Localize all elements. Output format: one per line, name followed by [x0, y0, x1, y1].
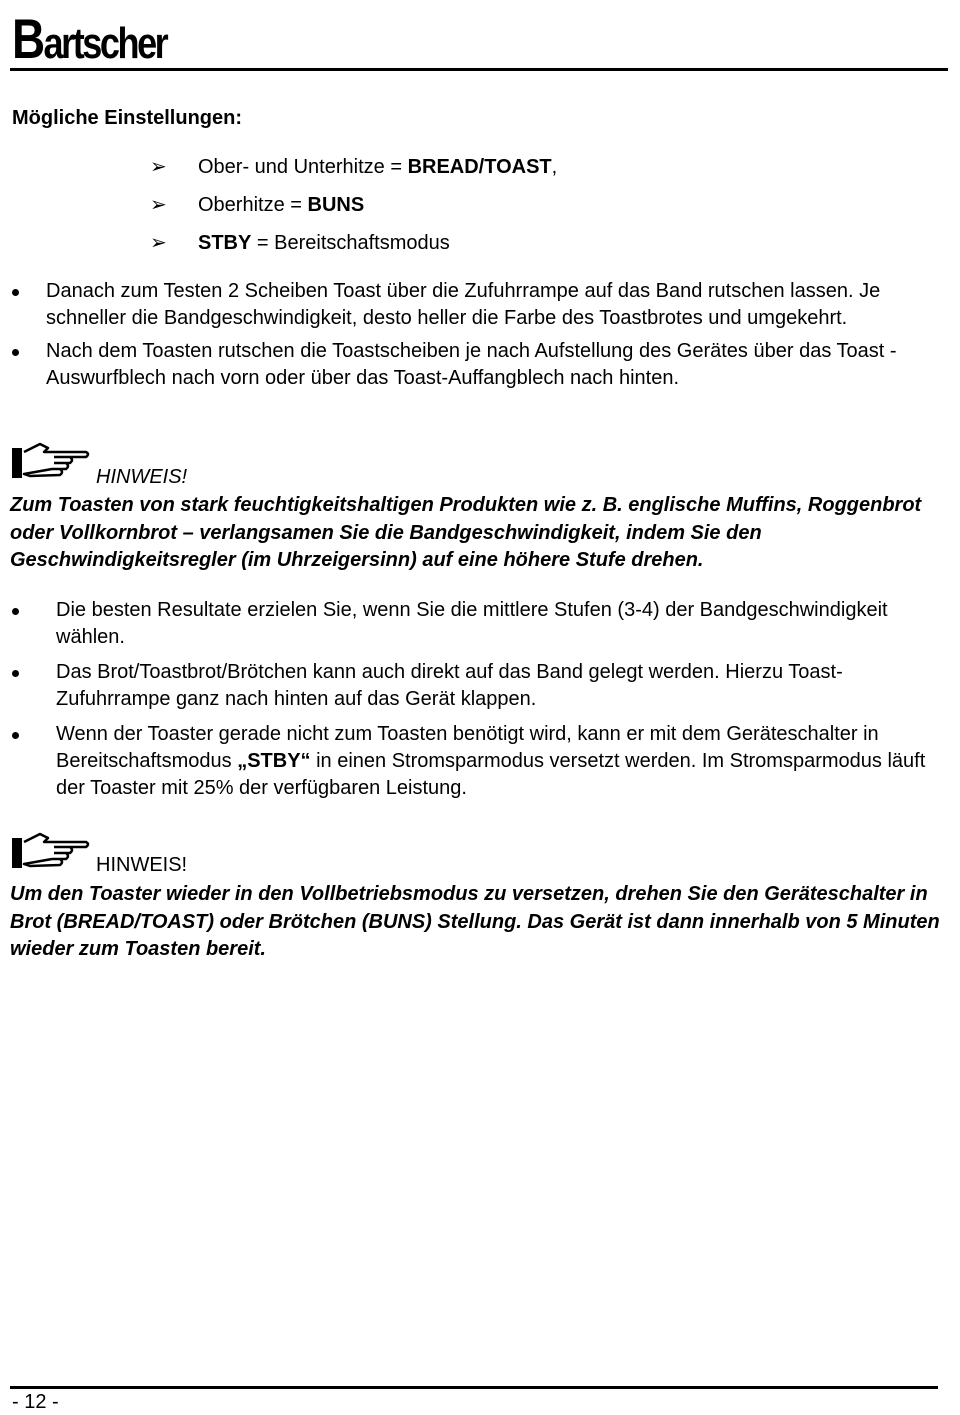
hint-text: Um den Toaster wieder in den Vollbetriebsmodus zu versetzen, drehen Sie den Geräteschalter in Brot (BREAD/TOAST) oder Brötchen (BUNS) Stellung. Das Gerät ist dann innerhalb von 5 Minuten wieder zum Toasten bereit. [10, 883, 940, 960]
list-item: Das Brot/Toastbrot/Brötchen kann auch direkt auf das Band gelegt werden. Hierzu Toast-Zufuhrrampe ganz nach hinten auf das Gerät klappen. [10, 659, 945, 713]
list-item: ➢ Ober- und Unterhitze = BREAD/TOAST, [150, 148, 557, 186]
settings-heading: Mögliche Einstellungen: [12, 107, 243, 129]
list-item: ➢ Oberhitze = BUNS [150, 186, 557, 224]
hint-title: HINWEIS! [96, 466, 188, 488]
bullet-dot-icon [12, 608, 19, 615]
bartscher-logo: Bartscher [12, 7, 167, 70]
tips-list [10, 597, 945, 810]
arrow-bullet-icon: ➢ [150, 194, 167, 216]
list-item: Danach zum Testen 2 Scheiben Toast über die Zufuhrrampe auf das Band rutschen lassen. Je schneller die Bandgeschwindigkeit, desto heller die Farbe des Toastbrotes und umgekehrt. [10, 278, 945, 332]
bullet-dot-icon [12, 732, 19, 739]
list-item: ➢ STBY = Bereitschaftsmodus [150, 224, 557, 262]
page-number: - 12 - [12, 1391, 59, 1413]
instruction-list [10, 278, 945, 398]
header-rule [10, 68, 948, 71]
bullet-dot-icon [12, 349, 19, 356]
list-item: Wenn der Toaster gerade nicht zum Toasten benötigt wird, kann er mit dem Geräteschalter in Bereitschaftsmodus „STBY“ in einen Stromsparmodus versetzt werden. Im Stromsparmodus läuft der Toaster mit 25% der verfügbaren Leistung. [10, 721, 945, 802]
settings-list [150, 148, 557, 262]
hint-text: Zum Toasten von stark feuchtigkeitshaltigen Produkten wie z. B. englische Muffins, Roggenbrot oder Vollkornbrot – verlangsamen Sie die Bandgeschwindigkeit, indem Sie den Geschwindigkeitsregler (im Uhrzeigersinn) auf eine höhere Stufe drehen. [10, 494, 922, 571]
pointing-hand-icon [10, 440, 92, 482]
arrow-bullet-icon: ➢ [150, 156, 167, 178]
bullet-dot-icon [12, 670, 19, 677]
arrow-bullet-icon: ➢ [150, 232, 167, 254]
list-item: Nach dem Toasten rutschen die Toastscheiben je nach Aufstellung des Gerätes über das Toast -Auswurfblech nach vorn oder über das Toast-Auffangblech nach hinten. [10, 338, 945, 392]
bullet-dot-icon [12, 289, 19, 296]
pointing-hand-icon [10, 830, 92, 872]
list-item: Die besten Resultate erzielen Sie, wenn Sie die mittlere Stufen (3-4) der Bandgeschwindigkeit wählen. [10, 597, 945, 651]
footer-rule [10, 1386, 938, 1389]
hint-title: HINWEIS! [96, 854, 188, 876]
